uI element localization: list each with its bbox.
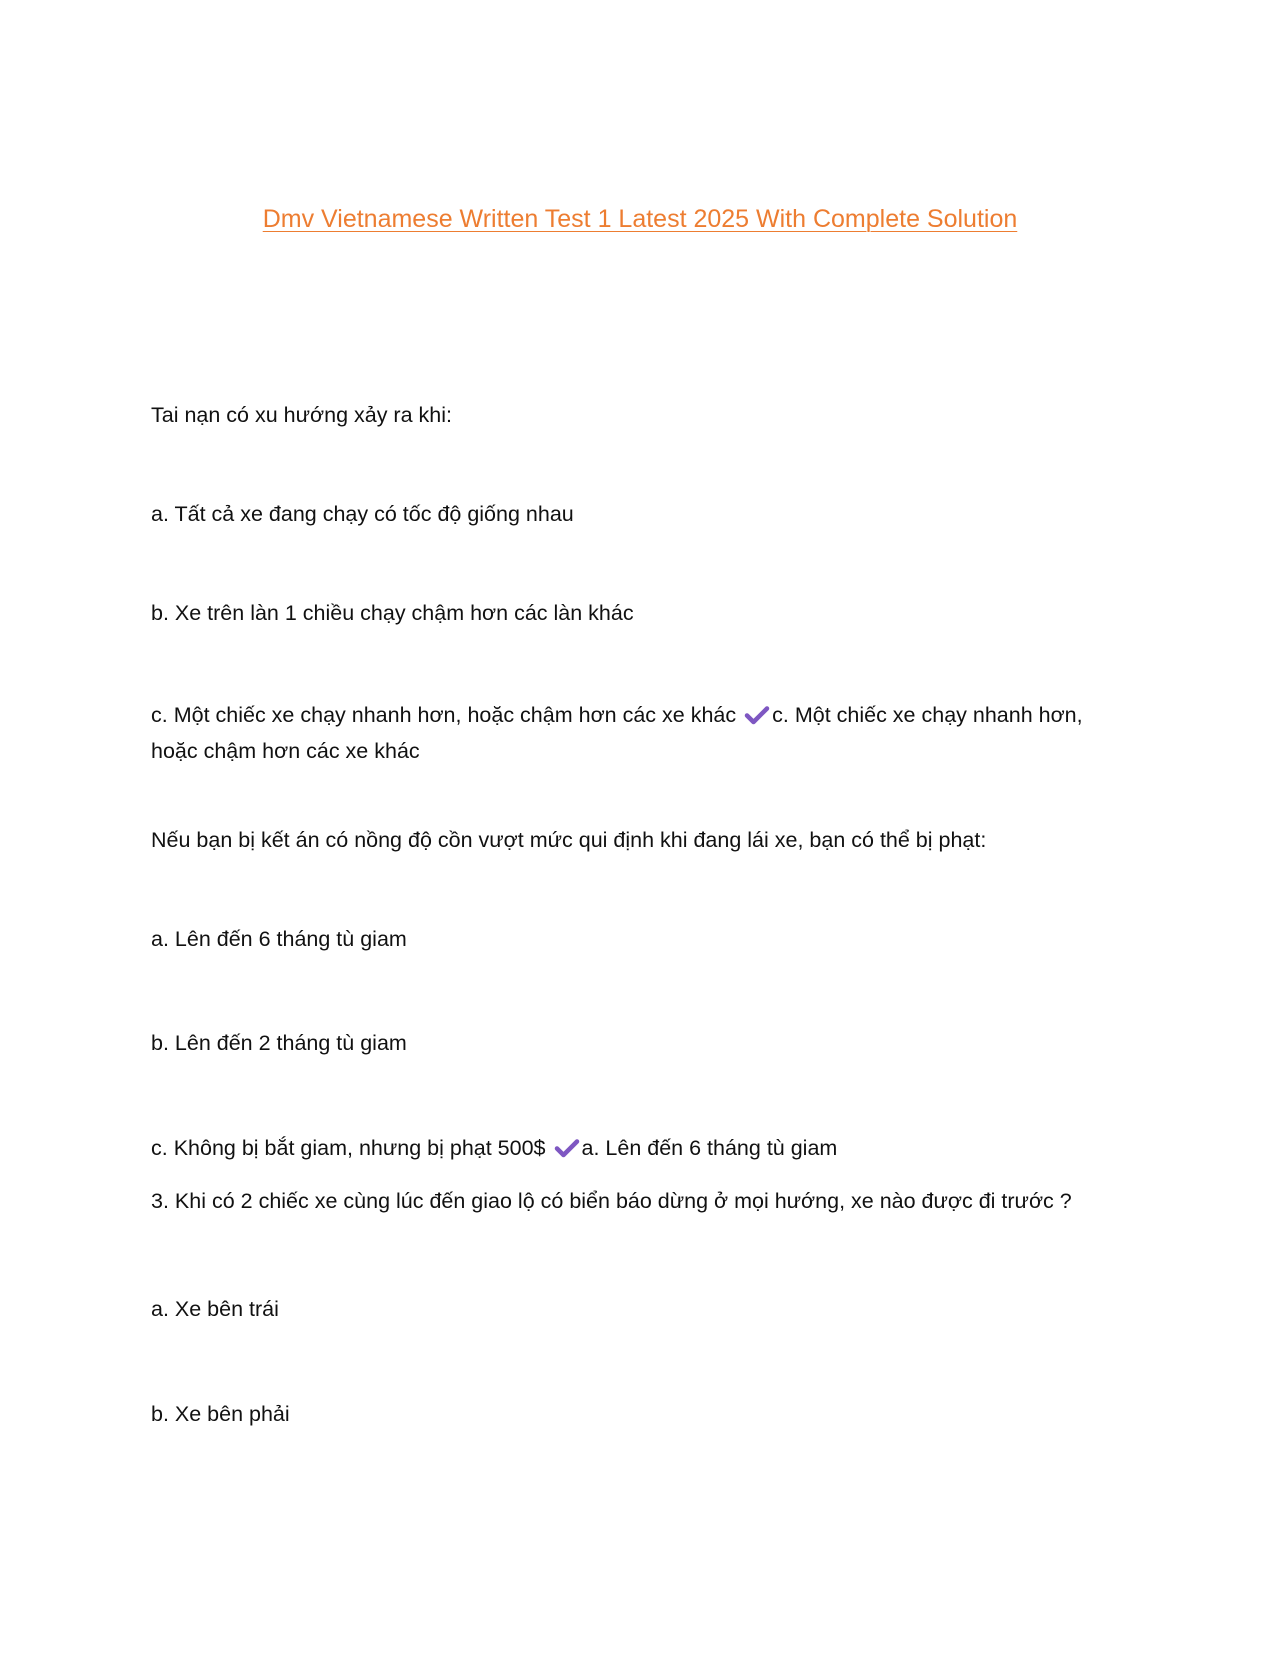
question-2-text: Nếu bạn bị kết án có nồng độ cồn vượt mức qui định khi đang lái xe, bạn có thể bị phạt:: [151, 828, 987, 852]
question-2-answer: a. Lên đến 6 tháng tù giam: [581, 1136, 838, 1160]
question-3-text: 3. Khi có 2 chiếc xe cùng lúc đến giao lộ có biển báo dừng ở mọi hướng, xe nào được đi trước ?: [151, 1189, 1072, 1213]
question-1-option-c-with-answer: [151, 697, 1091, 769]
question-1-option-a: a. Tất cả xe đang chạy có tốc độ giống nhau: [151, 502, 574, 526]
question-3-option-b: b. Xe bên phải: [151, 1402, 290, 1426]
question-1-option-c: c. Một chiếc xe chạy nhanh hơn, hoặc chậm hơn các xe khác: [151, 703, 737, 727]
question-1-answer: c. Một chiếc xe chạy nhanh hơn, hoặc chậm hơn các xe khác: [151, 703, 1083, 763]
question-1-text: Tai nạn có xu hướng xảy ra khi:: [151, 403, 452, 427]
question-1-option-b: b. Xe trên làn 1 chiều chạy chậm hơn các làn khác: [151, 601, 634, 625]
checkmark-icon: [744, 705, 770, 725]
question-2-option-a: a. Lên đến 6 tháng tù giam: [151, 927, 407, 951]
checkmark-icon: [554, 1138, 580, 1158]
question-3-option-a: a. Xe bên trái: [151, 1297, 279, 1321]
question-2-option-c-with-answer: [151, 1130, 837, 1166]
question-2-option-b: b. Lên đến 2 tháng tù giam: [151, 1031, 407, 1055]
document-title[interactable]: Dmv Vietnamese Written Test 1 Latest 2025 With Complete Solution: [262, 205, 1018, 233]
question-2-option-c: c. Không bị bắt giam, nhưng bị phạt 500$: [151, 1136, 546, 1160]
